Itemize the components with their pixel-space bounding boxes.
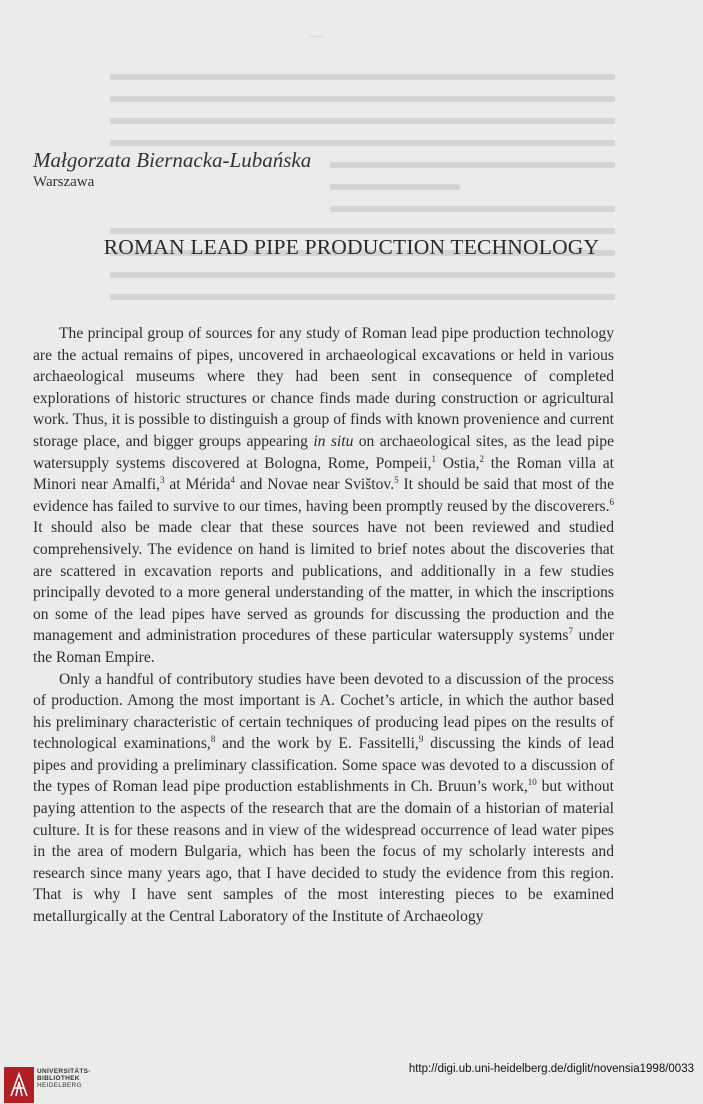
- text-run: but without paying attention to the aspects of the research that are the domain of a historian of material culture. It is for these reasons and in view of the widespread occurrence of lead water pipes in the area of modern Bulgaria, which has been the focus of my scholarly interests and research since many years ago, that I have decided to study the evidence from this region. That is why I have sent samples of the most interesting pieces to be examined metallurgically at the Central Laboratory of the Institute of Archaeology: [33, 778, 614, 926]
- logo-line: BIBLIOTHEK: [37, 1075, 80, 1083]
- text-run: It should be said that most of the evidence has failed to survive to our times, having been promptly reused by the discoverers.: [33, 476, 615, 515]
- text-run: and Novae near Svištov.: [235, 476, 395, 494]
- body-paragraph: [33, 323, 614, 669]
- footnote-ref: 6: [609, 496, 614, 507]
- text-run: the Roman villa at Minori near Amalfi,: [33, 454, 614, 494]
- footnote-ref: 4: [230, 475, 236, 486]
- text-run: Ostia,: [436, 454, 480, 472]
- author-affiliation: Warszawa: [33, 174, 95, 190]
- text-run: Only a handful of contributory studies have been devoted to a discussion of the process of production. Among the most important is A. Cochet’s article, in which the author based his preliminary characteristic of certain techniques of producing lead pipes on the results of technological examinations,: [33, 670, 614, 753]
- page-footer: [0, 1055, 703, 1104]
- article-body: [33, 323, 614, 928]
- library-crest-icon: [8, 1071, 30, 1099]
- logo-line: UNIVERSITÄTS-: [37, 1068, 91, 1075]
- text-run: discussing the kinds of lead pipes and providing a preliminary classification. Some space was devoted to a discussion of the types of Roman lead pipe production establishments in Ch. Bruun’s work,: [33, 735, 614, 796]
- footnote-ref: 5: [394, 475, 399, 486]
- footnote-ref: 9: [418, 734, 424, 745]
- italic-phrase: in situ: [313, 432, 354, 450]
- footnote-ref: 3: [160, 475, 165, 486]
- library-logo-text: [37, 1068, 91, 1090]
- text-run: at Mérida: [164, 476, 231, 494]
- library-logo: [4, 1067, 34, 1103]
- show-through-mark: —: [310, 29, 324, 44]
- footnote-ref: 10: [527, 777, 537, 788]
- article-title: ROMAN LEAD PIPE PRODUCTION TECHNOLOGY: [103, 235, 600, 259]
- footnote-ref: 7: [568, 626, 573, 637]
- footnote-ref: 8: [210, 734, 216, 745]
- footnote-ref: 2: [479, 453, 485, 464]
- text-run: on archaeological sites, as the lead pipe watersupply systems discovered at Bologna, Rome, Pompeii,: [33, 432, 614, 472]
- source-url-link[interactable]: http://digi.ub.uni-heidelberg.de/diglit/novensia1998/0033: [408, 1063, 694, 1075]
- author-name: Małgorzata Biernacka-Lubańska: [33, 148, 312, 172]
- logo-line: HEIDELBERG: [37, 1082, 82, 1090]
- text-run: It should also be made clear that these sources have not been reviewed and studied comprehensively. The evidence on hand is limited to brief notes about the discoveries that are scattered in excavation reports and publications, and additionally in a few studies principally devoted to a more general understanding of the matter, in which the inscriptions on some of the lead pipes have served as grounds for discussing the production and the management and administration procedures of these particular watersupply systems: [33, 519, 614, 645]
- text-run: under the Roman Empire.: [33, 627, 615, 666]
- footnote-ref: 1: [431, 453, 436, 464]
- body-paragraph: [33, 669, 614, 928]
- text-run: The principal group of sources for any study of Roman lead pipe production technology are the actual remains of pipes, uncovered in archaeological excavations or held in various archaeological museums where they had been sent in consequence of completed explorations of historic structures or chance finds made during construction or agricultural work. Thus, it is possible to distinguish a group of finds with known provenience and current storage place, and bigger groups appearing: [33, 325, 614, 450]
- text-run: and the work by E. Fassitelli,: [215, 735, 419, 753]
